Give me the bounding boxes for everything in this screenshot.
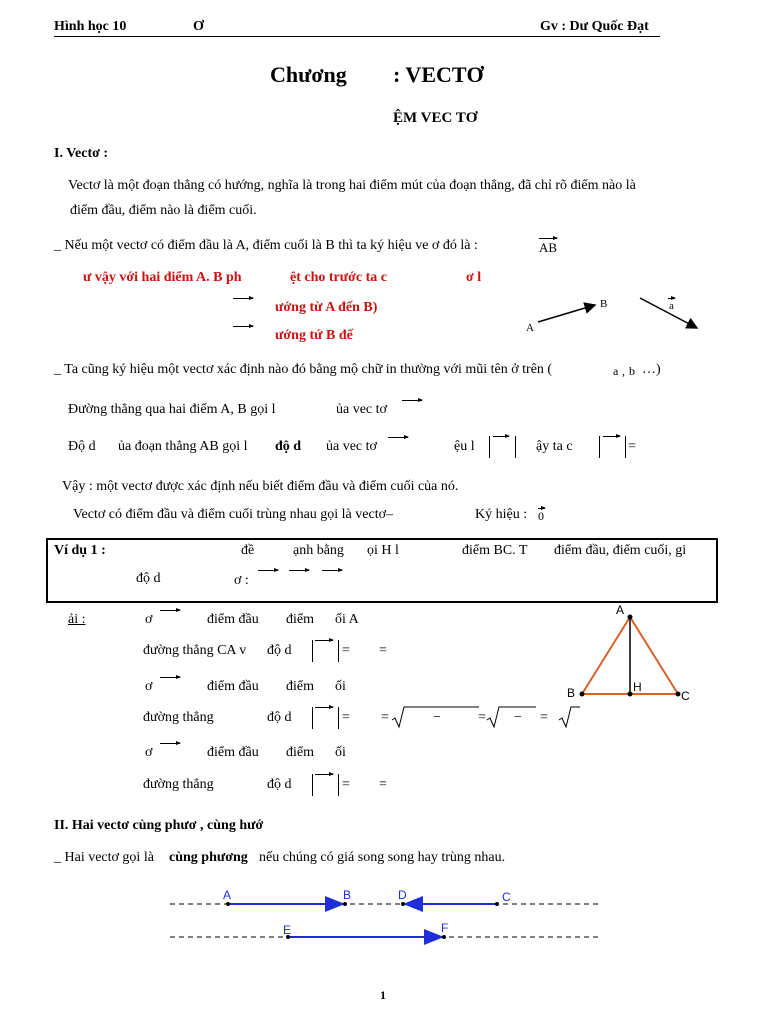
red-line-1b: ệt cho trước ta c (290, 270, 387, 285)
notation-text: _ Nếu một vectơ có điểm đầu là A, điểm cuối là B thì ta ký hiệu ve ơ đó là : (54, 238, 478, 253)
abs-bar-2r (625, 436, 626, 458)
sol-r3a: ơ (145, 679, 153, 694)
line1-arrow (402, 400, 422, 401)
abs-bar-1r (515, 436, 516, 458)
sol-r5d: ối (335, 745, 346, 760)
sec2-def-b: cùng phương (169, 850, 248, 865)
example-t5: điểm đầu, điểm cuối, gi (554, 543, 687, 558)
sol-r4b: độ d (267, 710, 292, 725)
sol-r3b: điểm đầu (207, 679, 259, 694)
red-line-2-arrow (233, 298, 253, 299)
line2-a: Độ d (68, 439, 96, 454)
sol-r4-eq3: = (478, 710, 486, 725)
sol-r4-bar-l (312, 707, 313, 729)
sol-r2-eq1: = (342, 643, 350, 658)
sec1-heading: I. Vectơ : (54, 146, 109, 161)
example-t6: độ d (136, 571, 161, 586)
line2-e: ệu l (454, 439, 475, 454)
label-pD: D (398, 888, 407, 902)
example-label: Ví dụ 1 : (54, 543, 106, 558)
example-t1: đề (241, 543, 255, 558)
abs-arrow-2 (603, 436, 620, 437)
lower-a: a (613, 364, 619, 378)
notation-ab-arrow (539, 238, 557, 239)
sol-r1a: ơ (145, 612, 153, 627)
line2-b: ủa đoạn thẳng AB gọi l (118, 439, 248, 454)
def-line-1: Vectơ là một đoạn thẳng có hướng, nghĩa là trong hai điểm mút của đoạn thẳng, đã chỉ rõ điểm nào là (68, 178, 636, 193)
abs-arrow-1 (493, 436, 509, 437)
sec2-def-c: nếu chúng có giá song song hay trùng nhau. (259, 850, 506, 865)
sol-r4-bar-r (338, 707, 339, 729)
vector-a-label: a (669, 300, 674, 312)
red-line-3: ướng tứ B đế (275, 328, 353, 343)
example-t3: ọi H l (367, 543, 399, 558)
line2-c: độ d (275, 439, 302, 454)
point-b-label: B (600, 298, 608, 310)
line2-arrow (388, 437, 408, 438)
sol-r6-eq1: = (342, 777, 350, 792)
zero-vector-sym: 0 (538, 509, 544, 523)
chapter-word: Chương (270, 62, 347, 87)
section-subtitle: ỆM VEC TƠ (393, 110, 478, 126)
def-line-2: điểm đầu, điểm nào là điểm cuối. (70, 203, 257, 218)
zero-vector-arrow (538, 508, 545, 509)
sol-r6-bar-r (338, 774, 339, 796)
label-pE: E (283, 923, 292, 937)
pt-a (226, 902, 230, 906)
header-right: Gv : Dư Quốc Đạt (540, 19, 649, 34)
line2-f: ậy ta c (536, 439, 573, 454)
label-pF: F (441, 921, 449, 935)
red-line-1a: ư vậy với hai điểm A. B ph (83, 270, 242, 285)
lowercase-notation: _ Ta cũng ký hiệu một vectơ xác định nào đó bằng mộ chữ in thường với mũi tên ở trên ( (54, 362, 553, 377)
example-arrow-3 (322, 570, 342, 571)
sec2-heading: II. Hai vectơ cùng phươ , cùng hướ (54, 818, 264, 833)
abs-bar-2l (599, 436, 600, 458)
chapter-title: : VECTƠ (393, 62, 484, 87)
red-line-2: ướng từ A đến B) (275, 300, 378, 315)
sol-r6-eq2: = (379, 777, 387, 792)
vertex-b (580, 692, 585, 697)
sol-r2a: đường thẳng CA v (143, 643, 247, 658)
sol-r2-eq2: = (379, 643, 387, 658)
zero-vector-a: Vectơ có điểm đầu và điểm cuối trùng nhau gọi là vectơ– (73, 507, 393, 522)
sol-r1b: điểm đầu (207, 612, 259, 627)
pt-c (495, 902, 499, 906)
pt-f (442, 935, 446, 939)
triangle-figure (560, 600, 700, 710)
page-number: 1 (380, 988, 386, 1002)
notation-ab: AB (539, 240, 558, 255)
header-mid: Ơ (193, 19, 204, 34)
lower-end: …) (642, 362, 661, 377)
label-pC: C (502, 890, 511, 904)
tri-label-b: B (567, 686, 576, 700)
lower-b: b (629, 364, 635, 378)
sol-r6-bar-l (312, 774, 313, 796)
label-pA: A (223, 888, 232, 902)
tri-label-a: A (616, 603, 625, 617)
sol-r1c: điểm (286, 612, 314, 627)
vector-ab-line (538, 305, 595, 322)
sol-r6a: đường thẳng (143, 777, 214, 792)
vector-a-label-arrow (668, 298, 675, 299)
sol-r1-arrow (160, 610, 180, 611)
sol-r5b: điểm đầu (207, 745, 259, 760)
example-t7: ơ : (234, 573, 249, 588)
sol-r3c: điểm (286, 679, 314, 694)
red-line-1c: ơ l (466, 270, 482, 285)
line1-b: ủa vec tơ (336, 402, 387, 417)
conclusion: Vậy : một vectơ được xác định nếu biết điểm đầu và điểm cuối của nó. (62, 479, 459, 494)
point-a-label: A (526, 322, 534, 334)
sqrt-sign-2 (486, 705, 538, 729)
sol-r3-arrow (160, 677, 180, 678)
abs-bar-1l (489, 436, 490, 458)
header-left: Hình học 10 (54, 19, 127, 34)
sol-r4a: đường thẳng (143, 710, 214, 725)
example-arrow-1 (258, 570, 278, 571)
sqrt-1-minus: − (433, 710, 441, 725)
sol-r5a: ơ (145, 745, 153, 760)
sol-r4-arrow (315, 707, 333, 708)
tri-label-h: H (633, 680, 642, 694)
vertex-a (628, 615, 633, 620)
sec2-def-a: _ Hai vectơ gọi là (54, 850, 154, 865)
tri-label-c: C (681, 689, 690, 703)
sol-r3d: ối (335, 679, 346, 694)
pt-d (401, 902, 405, 906)
sol-r6-arrow (315, 774, 333, 775)
sol-r2-bar-r (338, 640, 339, 662)
sol-r4-eq1: = (342, 710, 350, 725)
label-pB: B (343, 888, 352, 902)
header-rule (54, 36, 660, 37)
foot-h (628, 692, 633, 697)
solution-label: ải : (68, 612, 86, 627)
line2-g: = (628, 439, 636, 454)
sol-r2-bar-l (312, 640, 313, 662)
sol-r4-eq4: = (540, 710, 548, 725)
line1-a: Đường thẳng qua hai điểm A, B gọi l (68, 402, 276, 417)
sol-r1d: ối A (335, 612, 359, 627)
example-t2: ạnh bằng (293, 543, 344, 558)
sol-r5c: điểm (286, 745, 314, 760)
sqrt-2-minus: − (514, 710, 522, 725)
zero-vector-b: Ký hiệu : (475, 507, 528, 522)
sol-r6b: độ d (267, 777, 292, 792)
sol-r2b: độ d (267, 643, 292, 658)
pt-b (343, 902, 347, 906)
line2-d: ủa vec tơ (326, 439, 377, 454)
vertex-c (676, 692, 681, 697)
sol-r5-arrow (160, 743, 180, 744)
example-t4: điểm BC. T (462, 543, 528, 558)
red-line-3-arrow (233, 326, 253, 327)
sol-r2-arrow (315, 640, 333, 641)
example-arrow-2 (289, 570, 309, 571)
sol-r4-eq2: = (381, 710, 389, 725)
lower-sep: , (622, 364, 625, 378)
vector-ab-figure (520, 290, 710, 340)
